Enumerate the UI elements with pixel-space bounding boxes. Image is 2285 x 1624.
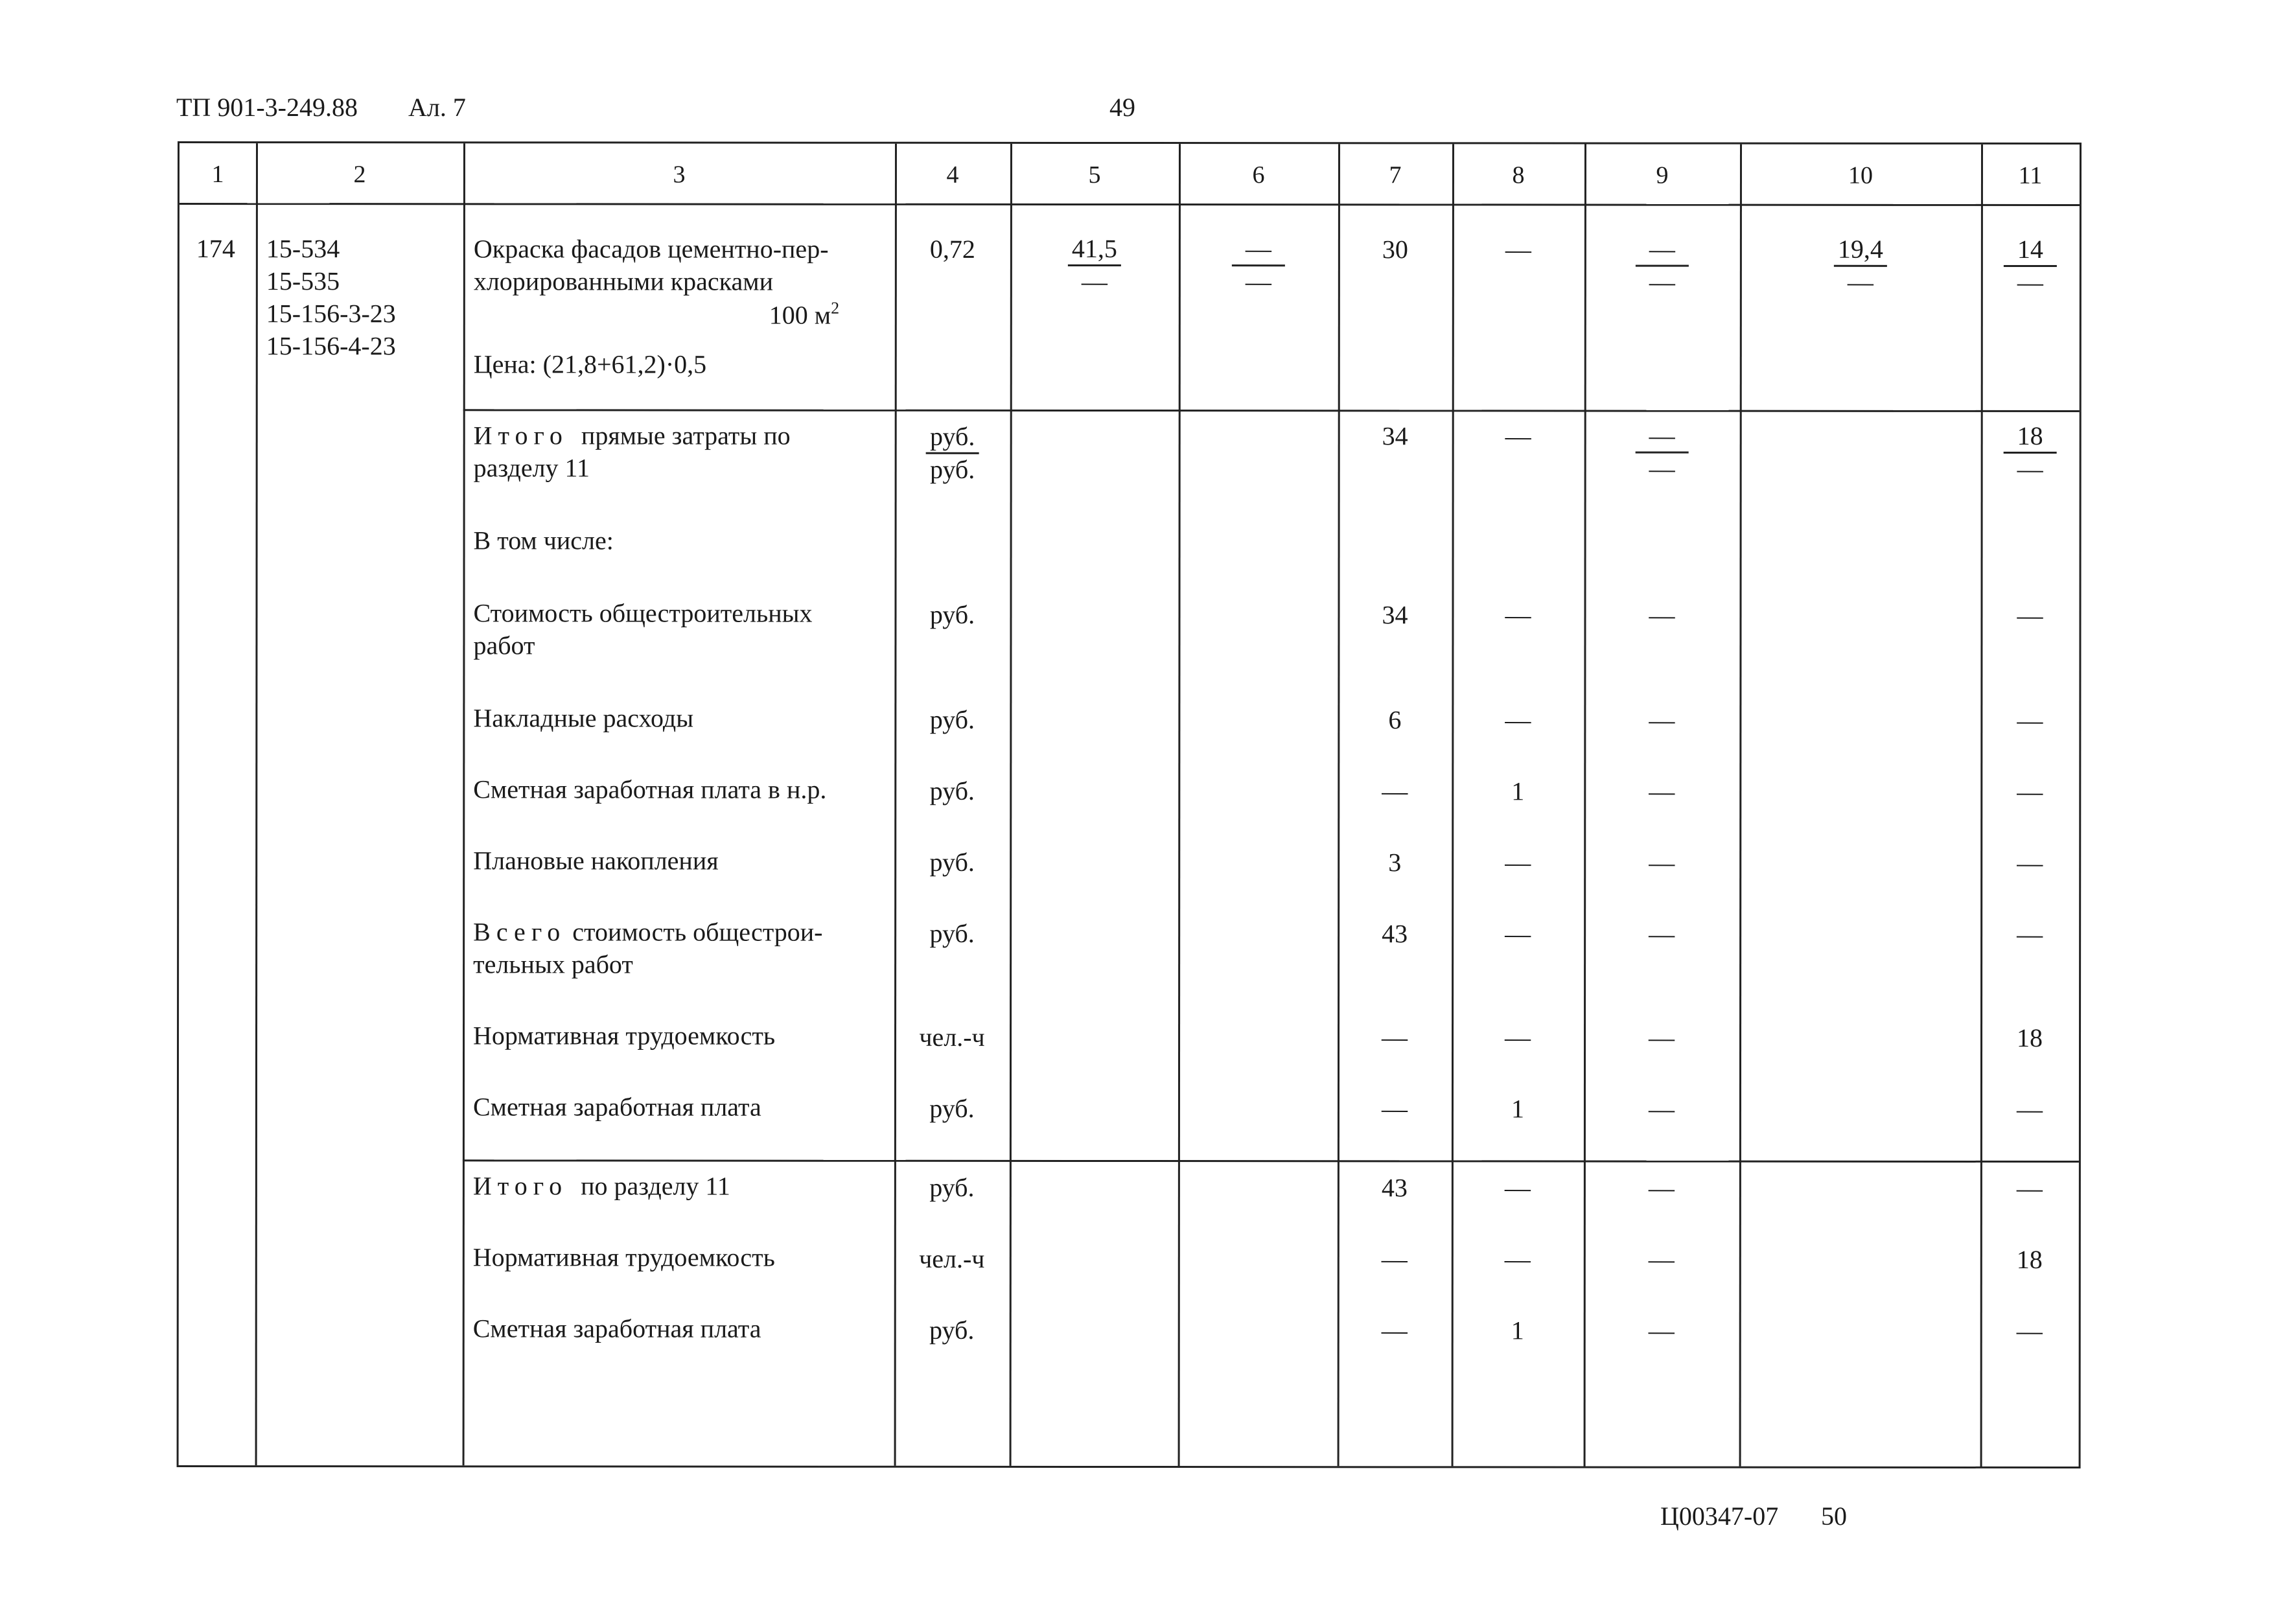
breakdown-c11: 18	[2017, 1023, 2043, 1053]
col-divider	[463, 143, 465, 1465]
fraction-c11: 14 —	[1981, 234, 2080, 298]
cost-total: 30	[1382, 235, 1408, 264]
breakdown-c11: —	[2017, 848, 2043, 878]
direct-costs-c9: — —	[1584, 421, 1740, 485]
section-total-c8: —	[1504, 1173, 1531, 1203]
col-divider	[1178, 144, 1181, 1466]
section-total-unit: руб.	[929, 1315, 975, 1345]
breakdown-c7: —	[1382, 1023, 1408, 1052]
column-number: 4	[946, 161, 959, 189]
section-total-c9: —	[1648, 1173, 1675, 1203]
breakdown-c8: 1	[1511, 1094, 1524, 1124]
section-total-c7: —	[1381, 1244, 1408, 1274]
col-divider	[255, 143, 258, 1465]
footer-code: Ц00347-07	[1660, 1502, 1779, 1531]
breakdown-c11: —	[2017, 600, 2043, 631]
breakdown-c7: 34	[1382, 600, 1408, 630]
work-description: хлорированными красками	[473, 266, 774, 296]
section-total-c11: —	[2016, 1316, 2043, 1346]
breakdown-c9: —	[1649, 919, 1675, 949]
fraction-c10: 19,4 —	[1740, 234, 1981, 298]
breakdown-unit: руб.	[929, 847, 975, 877]
footer-page-number: 50	[1821, 1502, 1847, 1531]
breakdown-label: Всего стоимость общестрои-	[473, 917, 823, 947]
section-total-c11: 18	[2016, 1244, 2043, 1275]
section-total-c9: —	[1648, 1244, 1675, 1274]
rate-code: 15-156-4-23	[266, 331, 396, 361]
direct-costs-unit: руб. руб.	[895, 421, 1010, 485]
column-number: 8	[1512, 161, 1525, 189]
breakdown-unit: руб.	[929, 918, 975, 948]
column-number: 5	[1088, 161, 1101, 189]
breakdown-c7: 3	[1388, 848, 1402, 877]
breakdown-c9: —	[1649, 705, 1675, 735]
breakdown-label: Нормативная трудоемкость	[473, 1021, 776, 1050]
rate-code: 15-535	[266, 266, 340, 296]
column-number: 11	[2018, 161, 2043, 190]
section-total-unit: руб.	[929, 1172, 975, 1202]
breakdown-c8: —	[1505, 919, 1531, 949]
breakdown-label: работ	[473, 631, 535, 660]
direct-costs-label: Итого прямые затраты по	[473, 421, 791, 450]
section-total-label: Итого по разделу 11	[472, 1171, 730, 1201]
breakdown-c9: —	[1649, 1023, 1675, 1052]
breakdown-unit: чел.-ч	[919, 1022, 985, 1052]
fraction-c9: — —	[1584, 234, 1740, 298]
column-number: 7	[1389, 161, 1402, 189]
breakdown-label: Сметная заработная плата	[472, 1092, 761, 1122]
section-total-label: Нормативная трудоемкость	[472, 1242, 775, 1272]
fraction-c6: — —	[1179, 233, 1338, 297]
column-number: 3	[673, 161, 686, 189]
work-description: Окраска фасадов цементно-пер-	[473, 234, 829, 264]
row-divider	[463, 1159, 2079, 1163]
price-formula: Цена: (21,8+61,2)·0,5	[473, 349, 707, 379]
column-number: 6	[1252, 161, 1265, 189]
breakdown-c11: —	[2016, 1094, 2043, 1124]
document-code: ТП 901-3-249.88	[176, 93, 358, 122]
work-unit: 100 $м^2$	[769, 298, 840, 330]
breakdown-label: Сметная заработная плата в н.р.	[473, 774, 827, 804]
section-total-c7: —	[1381, 1316, 1408, 1345]
breakdown-c9: —	[1648, 1094, 1675, 1124]
cost-c8: —	[1505, 235, 1531, 264]
direct-costs-label-line2: разделу 11	[473, 453, 590, 483]
breakdown-c8: —	[1505, 600, 1531, 630]
breakdown-c9: —	[1649, 848, 1675, 877]
breakdown-c8: —	[1505, 705, 1531, 735]
breakdown-c11: —	[2017, 776, 2043, 807]
breakdown-unit: руб.	[929, 776, 975, 806]
album-label: Ал. 7	[408, 93, 466, 122]
row-divider	[463, 409, 2080, 412]
breakdown-c7: —	[1382, 776, 1408, 806]
breakdown-unit: руб.	[929, 704, 975, 734]
breakdown-unit: руб.	[929, 599, 975, 629]
direct-costs-c11: 18 —	[1981, 421, 2080, 485]
breakdown-c8: 1	[1511, 776, 1525, 806]
rate-code: 15-534	[266, 234, 340, 264]
breakdown-c8: —	[1505, 1023, 1531, 1052]
breakdown-label: Плановые накопления	[473, 846, 719, 876]
section-total-c9: —	[1648, 1316, 1675, 1345]
breakdown-label: Накладные расходы	[473, 703, 694, 733]
column-number: 2	[353, 161, 366, 189]
breakdown-c7: 6	[1388, 705, 1402, 735]
breakdown-c11: —	[2017, 705, 2043, 736]
column-number: 9	[1656, 161, 1669, 189]
column-number: 10	[1848, 161, 1873, 189]
breakdown-c7: 43	[1382, 919, 1408, 949]
section-total-c8: —	[1504, 1244, 1531, 1274]
section-total-c7: 43	[1381, 1173, 1408, 1203]
row-number: 174	[196, 234, 235, 264]
estimate-table	[177, 141, 2082, 1468]
rate-code: 15-156-3-23	[266, 299, 396, 329]
including-label: В том числе:	[473, 526, 614, 555]
breakdown-label: Стоимость общестроительных	[473, 598, 813, 628]
direct-costs-c7: 34	[1382, 421, 1408, 451]
section-total-c11: —	[2016, 1173, 2043, 1203]
page-number: 49	[1109, 93, 1135, 122]
breakdown-unit: руб.	[929, 1093, 975, 1123]
column-number: 1	[211, 161, 224, 189]
section-total-label: Сметная заработная плата	[472, 1314, 761, 1343]
section-total-unit: чел.-ч	[919, 1244, 985, 1273]
quantity: 0,72	[929, 234, 975, 264]
breakdown-c9: —	[1649, 600, 1675, 630]
fraction-c5: 41,5 —	[1010, 233, 1179, 297]
direct-costs-c8: —	[1505, 421, 1531, 451]
section-total-c8: 1	[1511, 1316, 1524, 1345]
breakdown-c9: —	[1649, 776, 1675, 806]
breakdown-c7: —	[1381, 1094, 1408, 1124]
breakdown-c11: —	[2017, 919, 2043, 949]
breakdown-label: тельных работ	[473, 949, 633, 979]
breakdown-c8: —	[1505, 848, 1531, 877]
